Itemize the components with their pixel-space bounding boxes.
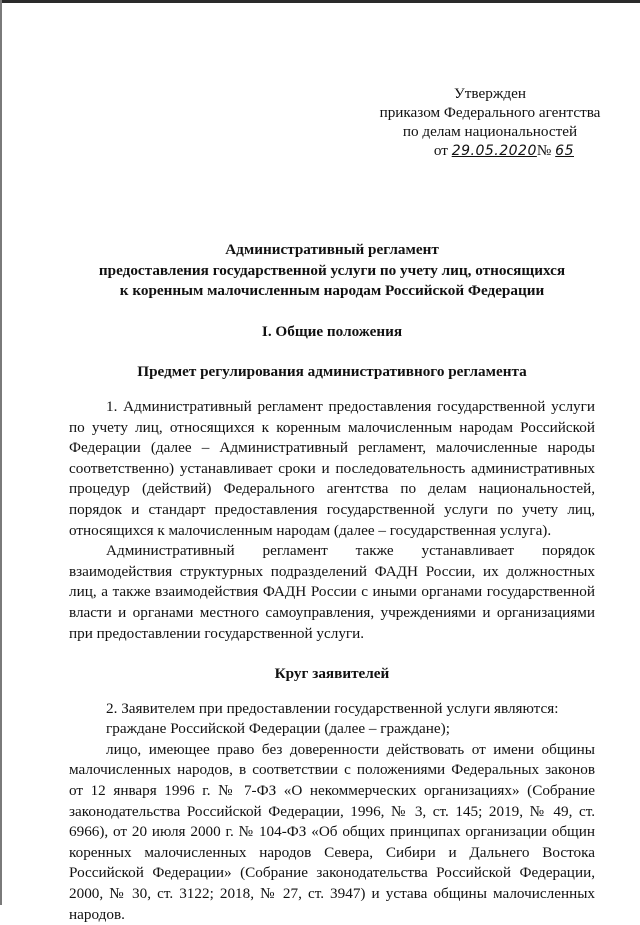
- paragraph-citizens: граждане Российской Федерации (далее – граждане);: [106, 720, 450, 738]
- section-heading-applicants: Круг заявителей: [274, 665, 390, 683]
- scan-edge-top: [0, 0, 640, 3]
- paragraph-community-rep: лицо, имеющее право без доверенности действовать от имени общины малочисленных народов, в соответствии с положениями Федеральных законов от 12 января 1996 г. № 7-ФЗ «О некоммерческих организациях» (Собрание законодательства Российской Федерации, 1996, № 3, ст. 145; 2019, № 49, ст. 6966), от 20 июля 2000 г. № 104-ФЗ «Об общих принципах организации общин коренных малочисленных народов Севера, Сибири и Дальнего Востока Российской Федерации» (Собрание законодательства Российской Федерации, 2000, № 30, ст. 3122; 2018, № 27, ст. 3947) и устава общины малочисленных народов.: [69, 740, 595, 923]
- approval-stamp-block: [370, 84, 610, 161]
- scan-edge-left: [0, 0, 2, 905]
- approval-line-1: Утвержден: [454, 85, 526, 102]
- title-line-1: Административный регламент: [225, 241, 439, 258]
- subheading-subject: Предмет регулирования административного регламента: [137, 363, 527, 381]
- approval-line-3: по делам национальностей: [402, 123, 578, 140]
- title-line-2: предоставления государственной услуги по учету лиц, относящихся: [98, 261, 566, 279]
- approval-date-line: [370, 141, 610, 161]
- paragraph-applicants: 2. Заявителем при предоставлении государственной услуги являются:: [106, 699, 559, 717]
- approval-line-2: приказом Федерального агентства: [379, 104, 601, 121]
- title-line-3: к коренным малочисленным народам Российской Федерации: [119, 282, 545, 300]
- section-heading-general: I. Общие положения: [261, 322, 403, 340]
- handwritten-number: 65: [555, 143, 574, 159]
- number-sign: №: [536, 142, 552, 159]
- date-prefix: от: [433, 142, 448, 159]
- paragraph-1: 1. Административный регламент предоставления государственной услуги по учету лиц, относящихся к коренным малочисленным народам Российской Федерации (далее – Административный регламент, малочисленные народы соответственно) устанавливает сроки и последовательность административных процедур (действий) Федерального агентства по делам национальностей, порядок и стандарт предоставления государственной услуги по учету лиц, относящихся к малочисленным народам (далее – государственная услуга).: [69, 397, 595, 539]
- paragraph-2: Административный регламент также устанавливает порядок взаимодействия структурных подразделений ФАДН России, их должностных лиц, а также взаимодействия ФАДН России с иными органами государственной власти и органами местного самоуправления, учреждениями и организациями при предоставлении государственной услуги.: [69, 542, 595, 642]
- document-body: [69, 240, 595, 925]
- handwritten-date: 29.05.2020: [451, 143, 537, 159]
